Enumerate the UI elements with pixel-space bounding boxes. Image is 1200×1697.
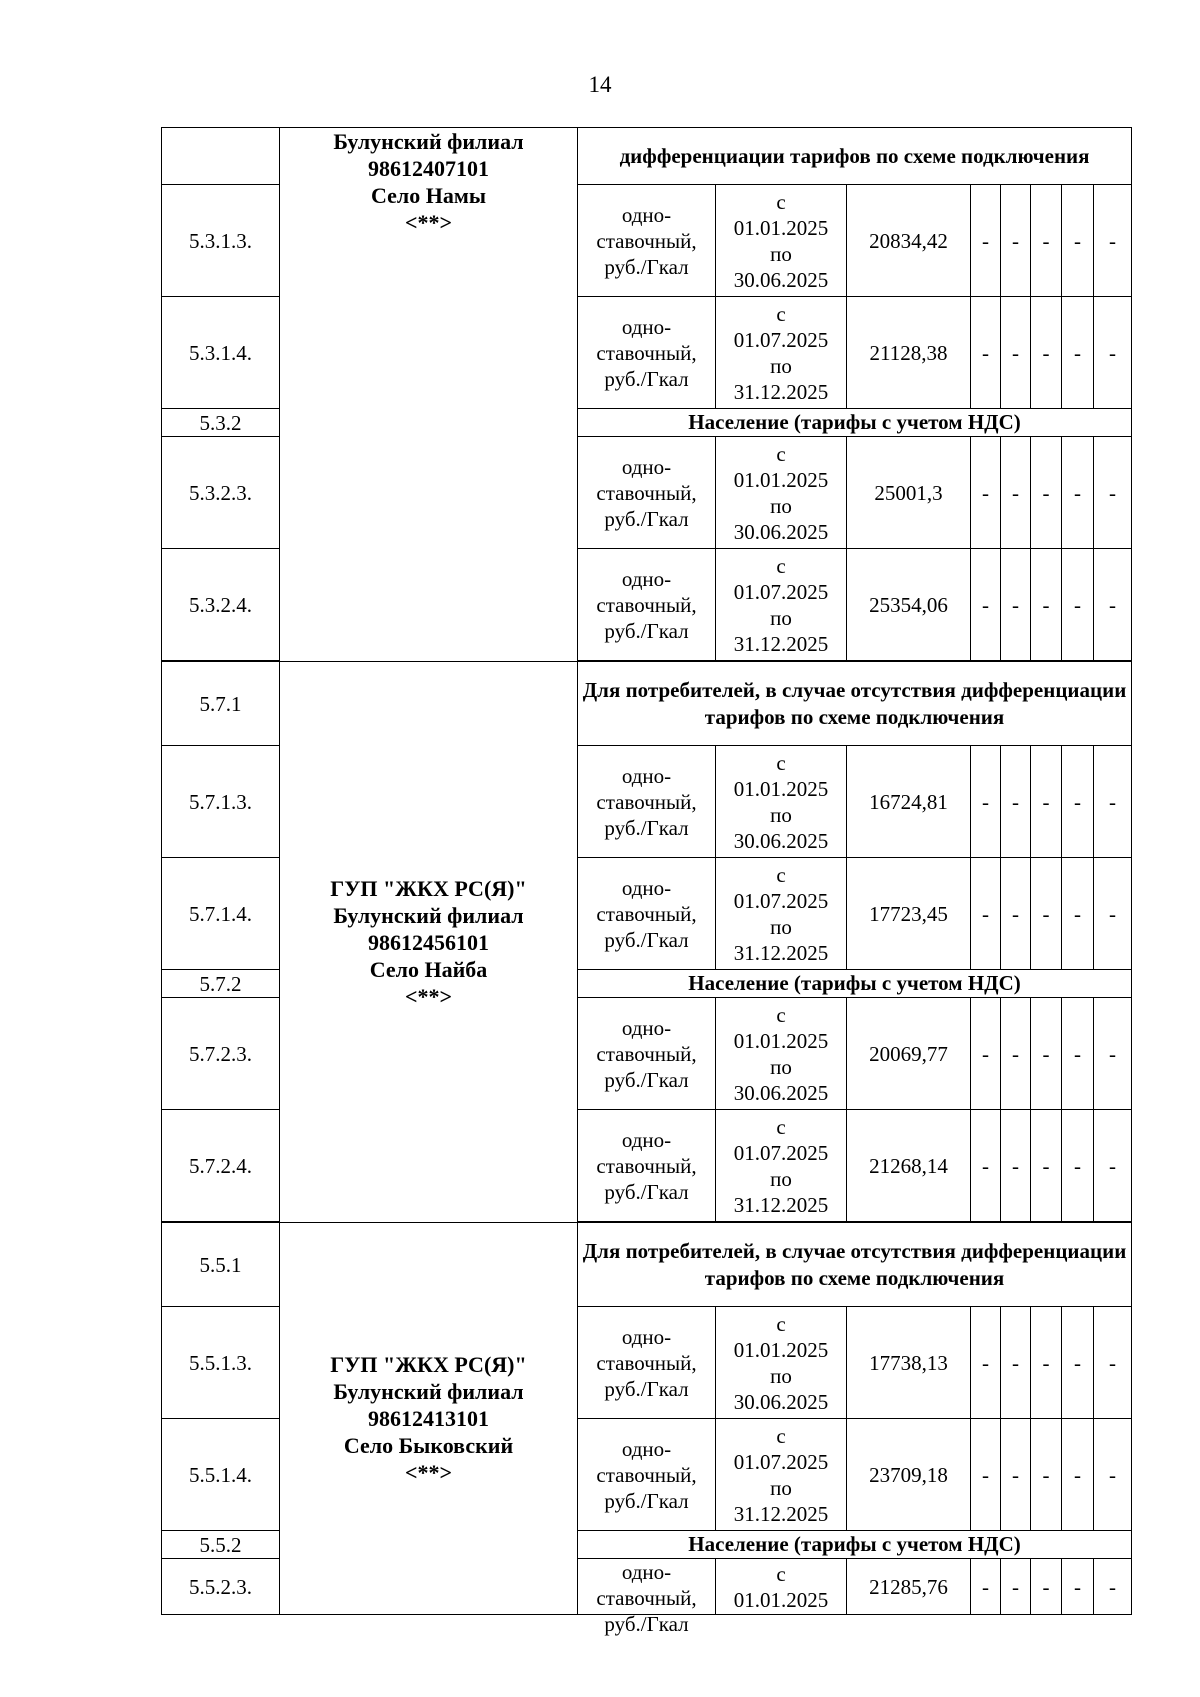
row-number: 5.3.2 bbox=[162, 409, 280, 437]
rate-type: одно- ставочный, руб./Гкал bbox=[578, 549, 716, 661]
tariff-value: 21128,38 bbox=[847, 297, 971, 409]
period: с 01.07.2025 по 31.12.2025 bbox=[716, 549, 847, 661]
rate-type: одно- ставочный, руб./Гкал bbox=[578, 1110, 716, 1222]
dash-cell: - bbox=[1001, 549, 1031, 661]
row-number: 5.7.2.3. bbox=[162, 998, 280, 1110]
group-header: Население (тарифы с учетом НДС) bbox=[578, 970, 1132, 998]
row-number-cell bbox=[162, 128, 280, 185]
row-number: 5.7.1.4. bbox=[162, 858, 280, 970]
tariff-value: 25354,06 bbox=[847, 549, 971, 661]
row-number: 5.7.2 bbox=[162, 970, 280, 998]
dash-cell: - bbox=[971, 858, 1001, 970]
dash-cell: - bbox=[1094, 437, 1132, 549]
dash-cell: - bbox=[1001, 1559, 1031, 1615]
row-number: 5.5.1 bbox=[162, 1223, 280, 1307]
dash-cell: - bbox=[1001, 185, 1031, 297]
dash-cell: - bbox=[1031, 1559, 1062, 1615]
dash-cell: - bbox=[1001, 437, 1031, 549]
tariff-value: 21268,14 bbox=[847, 1110, 971, 1222]
dash-cell: - bbox=[1062, 858, 1094, 970]
tariff-value: 21285,76 bbox=[847, 1559, 971, 1615]
dash-cell: - bbox=[1094, 1419, 1132, 1531]
dash-cell: - bbox=[1094, 858, 1132, 970]
dash-cell: - bbox=[1062, 1419, 1094, 1531]
dash-cell: - bbox=[1001, 297, 1031, 409]
period: с 01.07.2025 по 31.12.2025 bbox=[716, 1110, 847, 1222]
period: с 01.07.2025 по 31.12.2025 bbox=[716, 1419, 847, 1531]
dash-cell: - bbox=[1031, 549, 1062, 661]
tariff-value: 20069,77 bbox=[847, 998, 971, 1110]
period: с 01.01.2025 по 30.06.2025 bbox=[716, 185, 847, 297]
dash-cell: - bbox=[1031, 858, 1062, 970]
rate-type: одно- ставочный, руб./Гкал bbox=[578, 746, 716, 858]
dash-cell: - bbox=[1094, 549, 1132, 661]
dash-cell: - bbox=[1001, 1307, 1031, 1419]
dash-cell: - bbox=[971, 1307, 1001, 1419]
dash-cell: - bbox=[1062, 549, 1094, 661]
dash-cell: - bbox=[1062, 297, 1094, 409]
dash-cell: - bbox=[1094, 297, 1132, 409]
period: с 01.01.2025 bbox=[716, 1559, 847, 1615]
group-header: Население (тарифы с учетом НДС) bbox=[578, 409, 1132, 437]
dash-cell: - bbox=[1031, 998, 1062, 1110]
org-cell-naiba: ГУП "ЖКХ РС(Я)" Булунский филиал 98612456101 Село Найба <**> bbox=[280, 662, 578, 1223]
dash-cell: - bbox=[971, 185, 1001, 297]
row-number: 5.7.2.4. bbox=[162, 1110, 280, 1222]
group-header: Население (тарифы с учетом НДС) bbox=[578, 1531, 1132, 1559]
tariff-value: 17738,13 bbox=[847, 1307, 971, 1419]
tariff-value: 16724,81 bbox=[847, 746, 971, 858]
dash-cell: - bbox=[1094, 1559, 1132, 1615]
row-number: 5.5.2 bbox=[162, 1531, 280, 1559]
dash-cell: - bbox=[1001, 746, 1031, 858]
dash-cell: - bbox=[1094, 185, 1132, 297]
tariff-value: 20834,42 bbox=[847, 185, 971, 297]
dash-cell: - bbox=[1062, 185, 1094, 297]
period: с 01.01.2025 по 30.06.2025 bbox=[716, 746, 847, 858]
rate-type: одно- ставочный, руб./Гкал bbox=[578, 1307, 716, 1419]
tariff-value: 23709,18 bbox=[847, 1419, 971, 1531]
dash-cell: - bbox=[1001, 1419, 1031, 1531]
dash-cell: - bbox=[1094, 746, 1132, 858]
rate-type: одно- ставочный, руб./Гкал bbox=[578, 998, 716, 1110]
group-header: Для потребителей, в случае отсутствия дифференциации тарифов по схеме подключения bbox=[578, 662, 1132, 746]
dash-cell: - bbox=[971, 297, 1001, 409]
row-number: 5.3.1.3. bbox=[162, 185, 280, 297]
group-header: Для потребителей, в случае отсутствия дифференциации тарифов по схеме подключения bbox=[578, 1223, 1132, 1307]
page-number: 14 bbox=[588, 72, 612, 97]
dash-cell: - bbox=[971, 549, 1001, 661]
dash-cell: - bbox=[1001, 858, 1031, 970]
rate-type: одно- ставочный, руб./Гкал bbox=[578, 297, 716, 409]
period: с 01.01.2025 по 30.06.2025 bbox=[716, 1307, 847, 1419]
dash-cell: - bbox=[1001, 998, 1031, 1110]
dash-cell: - bbox=[1031, 297, 1062, 409]
row-number: 5.7.1 bbox=[162, 662, 280, 746]
row-number: 5.5.1.4. bbox=[162, 1419, 280, 1531]
period: с 01.01.2025 по 30.06.2025 bbox=[716, 998, 847, 1110]
org-cell-bykovsky: ГУП "ЖКХ РС(Я)" Булунский филиал 98612413101 Село Быковский <**> bbox=[280, 1223, 578, 1615]
dash-cell: - bbox=[1062, 1307, 1094, 1419]
dash-cell: - bbox=[1062, 998, 1094, 1110]
dash-cell: - bbox=[1094, 1110, 1132, 1222]
table-row bbox=[162, 662, 1132, 746]
dash-cell: - bbox=[971, 437, 1001, 549]
period: с 01.01.2025 по 30.06.2025 bbox=[716, 437, 847, 549]
dash-cell: - bbox=[1031, 1307, 1062, 1419]
dash-cell: - bbox=[1031, 746, 1062, 858]
dash-cell: - bbox=[971, 1110, 1001, 1222]
dash-cell: - bbox=[1062, 1559, 1094, 1615]
dash-cell: - bbox=[1062, 746, 1094, 858]
period: с 01.07.2025 по 31.12.2025 bbox=[716, 297, 847, 409]
rate-type: одно- ставочный, руб./Гкал bbox=[578, 858, 716, 970]
dash-cell: - bbox=[1062, 1110, 1094, 1222]
row-number: 5.3.2.4. bbox=[162, 549, 280, 661]
rate-type: одно- ставочный, руб./Гкал bbox=[578, 1419, 716, 1531]
tariff-table bbox=[161, 127, 1132, 1636]
dash-cell: - bbox=[1094, 998, 1132, 1110]
dash-cell: - bbox=[1031, 437, 1062, 549]
org-cell-namy: Булунский филиал 98612407101 Село Намы <**> bbox=[280, 128, 578, 662]
table-row bbox=[162, 1223, 1132, 1307]
row-number: 5.5.1.3. bbox=[162, 1307, 280, 1419]
dash-cell: - bbox=[1062, 437, 1094, 549]
rate-type bbox=[578, 1559, 716, 1636]
dash-cell: - bbox=[1031, 1419, 1062, 1531]
dash-cell: - bbox=[971, 1419, 1001, 1531]
group-header: дифференциации тарифов по схеме подключения bbox=[578, 128, 1132, 185]
row-number: 5.7.1.3. bbox=[162, 746, 280, 858]
dash-cell: - bbox=[1001, 1110, 1031, 1222]
rate-type-partial: одно- ставочный, руб./Гкал bbox=[596, 1560, 697, 1636]
dash-cell: - bbox=[971, 998, 1001, 1110]
dash-cell: - bbox=[971, 746, 1001, 858]
tariff-value: 25001,3 bbox=[847, 437, 971, 549]
row-number: 5.5.2.3. bbox=[162, 1559, 280, 1615]
dash-cell: - bbox=[1094, 1307, 1132, 1419]
row-number: 5.3.1.4. bbox=[162, 297, 280, 409]
dash-cell: - bbox=[1031, 185, 1062, 297]
row-number: 5.3.2.3. bbox=[162, 437, 280, 549]
tariff-value: 17723,45 bbox=[847, 858, 971, 970]
rate-type: одно- ставочный, руб./Гкал bbox=[578, 185, 716, 297]
period: с 01.07.2025 по 31.12.2025 bbox=[716, 858, 847, 970]
dash-cell: - bbox=[1031, 1110, 1062, 1222]
rate-type: одно- ставочный, руб./Гкал bbox=[578, 437, 716, 549]
dash-cell: - bbox=[971, 1559, 1001, 1615]
